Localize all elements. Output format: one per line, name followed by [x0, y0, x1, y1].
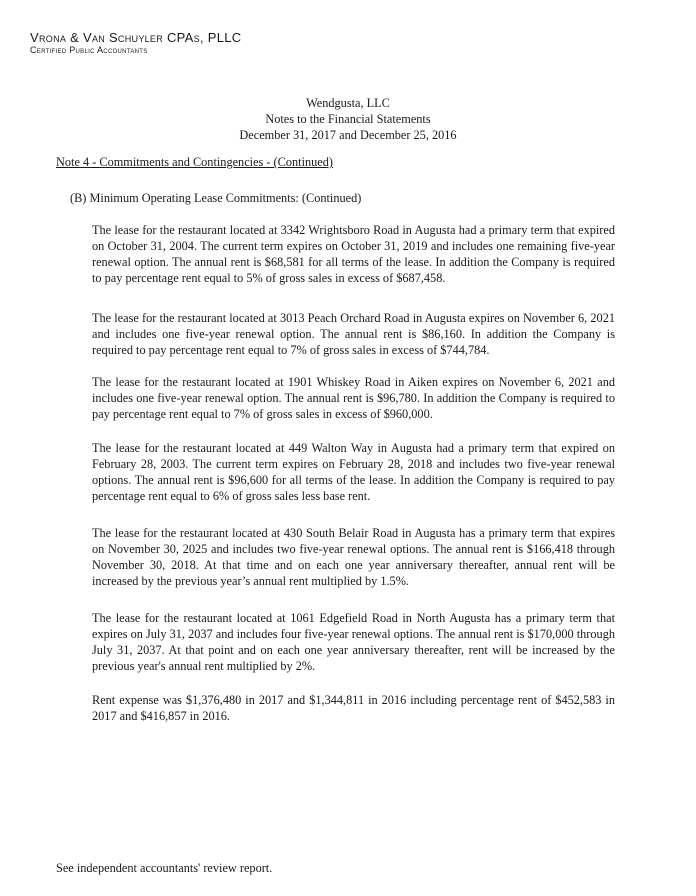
statement-header [0, 95, 696, 143]
lease-paragraph-peach-orchard: The lease for the restaurant located at 3013 Peach Orchard Road in Augusta expires on November 6, 2021 and includes one five-year renewal option. The annual rent is $86,160. In addition the Company is required to pay percentage rent equal to 7% of gross sales in excess of $744,784. [92, 311, 615, 357]
lease-paragraph-south-belair: The lease for the restaurant located at 430 South Belair Road in Augusta has a primary term that expires on November 30, 2025 and includes two five-year renewal options. The annual rent is $166,418 through November 30, 2018. At that time and on each one year anniversary thereafter, annual rent will be increased by the previous year’s annual rent multiplied by 1.5%. [92, 526, 615, 588]
note-title: Note 4 - Commitments and Contingencies - (Continued) [56, 155, 333, 169]
lease-paragraph-wrightsboro: The lease for the restaurant located at 3342 Wrightsboro Road in Augusta had a primary term that expired on October 31, 2004. The current term expires on October 31, 2019 and includes one remaining five-year renewal option. The annual rent is $68,581 for all terms of the lease. In addition the Company is required to pay percentage rent equal to 5% of gross sales in excess of $687,458. [92, 223, 615, 285]
firm-name: Vrona & Van Schuyler CPAs, PLLC [30, 30, 242, 45]
firm-letterhead [30, 30, 241, 56]
rent-expense-paragraph: Rent expense was $1,376,480 in 2017 and $1,344,811 in 2016 including percentage rent of $452,583 in 2017 and $416,857 in 2016. [92, 693, 615, 723]
statement-dates: December 31, 2017 and December 25, 2016 [239, 128, 457, 142]
statement-title: Notes to the Financial Statements [265, 112, 431, 126]
lease-paragraph-walton: The lease for the restaurant located at 449 Walton Way in Augusta had a primary term that expired on February 28, 2003. The current term expires on February 28, 2018 and includes two five-year renewal options. The annual rent is $96,600 for all terms of the lease. In addition the Company is required to pay percentage rent equal to 6% of gross sales less base rent. [92, 441, 615, 503]
section-title: (B) Minimum Operating Lease Commitments: (Continued) [70, 191, 362, 205]
lease-paragraph-whiskey: The lease for the restaurant located at 1901 Whiskey Road in Aiken expires on November 6, 2021 and includes one five-year renewal option. The annual rent is $96,780. In addition the Company is required to pay percentage rent equal to 7% of gross sales in excess of $960,000. [92, 375, 615, 421]
firm-subtitle: Certified Public Accountants [30, 45, 148, 55]
lease-paragraph-edgefield: The lease for the restaurant located at 1061 Edgefield Road in North Augusta has a primary term that expires on July 31, 2037 and includes four five-year renewal options. The annual rent is $170,000 through July 31, 2037. At that point and on each one year anniversary thereafter, rent will be increased by the previous year's annual rent multiplied by 2%. [92, 611, 615, 673]
footer-note: See independent accountants' review report. [56, 861, 273, 875]
company-name: Wendgusta, LLC [306, 96, 390, 110]
